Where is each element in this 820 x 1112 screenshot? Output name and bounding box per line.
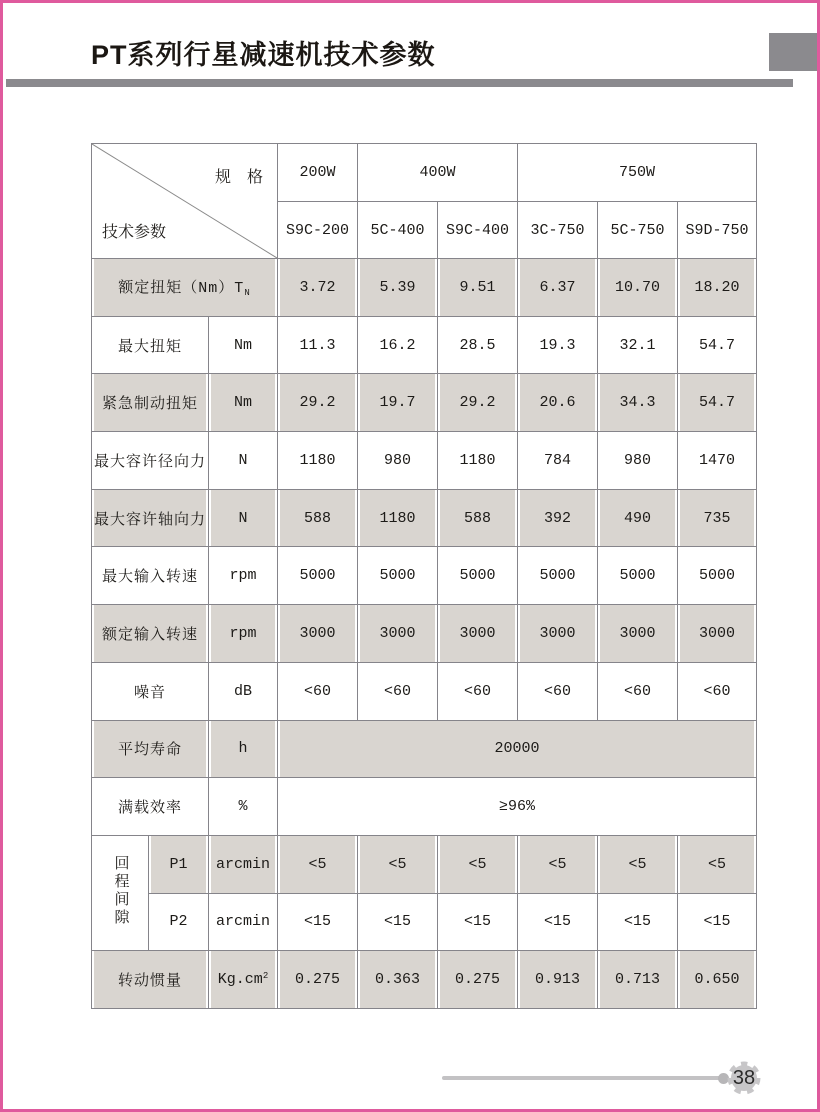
value-cell: 0.363 bbox=[358, 951, 438, 1009]
value-cell: 0.650 bbox=[678, 951, 757, 1009]
value-cell: 5000 bbox=[518, 547, 598, 605]
value-cell: 6.37 bbox=[518, 259, 598, 317]
unit-cell: h bbox=[209, 720, 278, 778]
row-max-radial-force bbox=[92, 432, 757, 490]
value-cell: <5 bbox=[598, 835, 678, 893]
value-cell: 34.3 bbox=[598, 374, 678, 432]
value-cell: <15 bbox=[438, 893, 518, 951]
value-cell: <60 bbox=[438, 662, 518, 720]
unit-cell: Nm bbox=[209, 316, 278, 374]
value-cell: 5000 bbox=[598, 547, 678, 605]
model-cell: 5C-750 bbox=[598, 202, 678, 259]
page-title: PT系列行星减速机技术参数 bbox=[91, 40, 436, 70]
value-cell: 1180 bbox=[278, 432, 358, 490]
value-cell: 54.7 bbox=[678, 374, 757, 432]
value-cell: 20.6 bbox=[518, 374, 598, 432]
row-emergency-brake-torque bbox=[92, 374, 757, 432]
param-label-cell: 平均寿命 bbox=[92, 720, 209, 778]
value-cell: 1470 bbox=[678, 432, 757, 490]
row-full-load-efficiency bbox=[92, 778, 757, 836]
unit-cell: % bbox=[209, 778, 278, 836]
param-label-cell: 满载效率 bbox=[92, 778, 209, 836]
value-cell: 29.2 bbox=[278, 374, 358, 432]
footer-divider-line bbox=[442, 1076, 721, 1080]
unit-cell: arcmin bbox=[209, 893, 278, 951]
value-cell: 5000 bbox=[278, 547, 358, 605]
row-backlash-p1 bbox=[92, 835, 757, 893]
param-label-cell: 最大扭矩 bbox=[92, 316, 209, 374]
row-rated-input-speed bbox=[92, 605, 757, 663]
page-number: 38 bbox=[732, 1066, 756, 1089]
value-cell: 0.913 bbox=[518, 951, 598, 1009]
row-max-torque bbox=[92, 316, 757, 374]
value-cell: 784 bbox=[518, 432, 598, 490]
value-cell: 3000 bbox=[598, 605, 678, 663]
merged-value-cell: 20000 bbox=[278, 720, 757, 778]
value-cell: <15 bbox=[678, 893, 757, 951]
value-cell: <15 bbox=[598, 893, 678, 951]
row-backlash-p2 bbox=[92, 893, 757, 951]
value-cell: 0.275 bbox=[438, 951, 518, 1009]
param-label-cell: 最大容许径向力 bbox=[92, 432, 209, 490]
value-cell: 0.713 bbox=[598, 951, 678, 1009]
value-cell: 3000 bbox=[438, 605, 518, 663]
row-max-input-speed bbox=[92, 547, 757, 605]
value-cell: 588 bbox=[278, 489, 358, 547]
value-cell: <60 bbox=[518, 662, 598, 720]
value-cell: 1180 bbox=[358, 489, 438, 547]
value-cell: 3.72 bbox=[278, 259, 358, 317]
value-cell: 5000 bbox=[438, 547, 518, 605]
value-cell: 392 bbox=[518, 489, 598, 547]
title-underline-bar bbox=[6, 79, 793, 87]
row-rated-torque bbox=[92, 259, 757, 317]
value-cell: <15 bbox=[518, 893, 598, 951]
value-cell: 18.20 bbox=[678, 259, 757, 317]
corner-spec-label: 规 格 bbox=[215, 169, 264, 186]
value-cell: <15 bbox=[358, 893, 438, 951]
value-cell: <5 bbox=[678, 835, 757, 893]
model-cell: 3C-750 bbox=[518, 202, 598, 259]
unit-cell: dB bbox=[209, 662, 278, 720]
power-cell-200w: 200W bbox=[278, 144, 358, 202]
unit-cell: rpm bbox=[209, 547, 278, 605]
param-label-cell: 噪音 bbox=[92, 662, 209, 720]
value-cell: 5.39 bbox=[358, 259, 438, 317]
unit-cell: Nm bbox=[209, 374, 278, 432]
value-cell: 11.3 bbox=[278, 316, 358, 374]
value-cell: 29.2 bbox=[438, 374, 518, 432]
value-cell: 980 bbox=[598, 432, 678, 490]
value-cell: 10.70 bbox=[598, 259, 678, 317]
param-label-cell: P2 bbox=[149, 893, 209, 951]
unit-cell: N bbox=[209, 489, 278, 547]
page-number-gear-badge bbox=[725, 1059, 763, 1097]
model-cell: S9C-200 bbox=[278, 202, 358, 259]
spec-table bbox=[91, 143, 757, 1009]
value-cell: <60 bbox=[598, 662, 678, 720]
value-cell: 0.275 bbox=[278, 951, 358, 1009]
row-moment-of-inertia bbox=[92, 951, 757, 1009]
value-cell: 3000 bbox=[678, 605, 757, 663]
unit-cell: arcmin bbox=[209, 835, 278, 893]
param-label-cell: 最大输入转速 bbox=[92, 547, 209, 605]
param-label-cell: 转动惯量 bbox=[92, 951, 209, 1009]
value-cell: <60 bbox=[678, 662, 757, 720]
power-cell-750w: 750W bbox=[518, 144, 757, 202]
value-cell: <5 bbox=[518, 835, 598, 893]
value-cell: 3000 bbox=[518, 605, 598, 663]
header-corner-square bbox=[769, 33, 820, 71]
value-cell: 1180 bbox=[438, 432, 518, 490]
value-cell: <5 bbox=[358, 835, 438, 893]
value-cell: <15 bbox=[278, 893, 358, 951]
value-cell: 588 bbox=[438, 489, 518, 547]
value-cell: 3000 bbox=[278, 605, 358, 663]
value-cell: 28.5 bbox=[438, 316, 518, 374]
param-label-cell: 紧急制动扭矩 bbox=[92, 374, 209, 432]
row-noise bbox=[92, 662, 757, 720]
power-cell-400w: 400W bbox=[358, 144, 518, 202]
value-cell: <60 bbox=[358, 662, 438, 720]
param-label-cell: 额定输入转速 bbox=[92, 605, 209, 663]
value-cell: 5000 bbox=[678, 547, 757, 605]
value-cell: <5 bbox=[438, 835, 518, 893]
backlash-group-cell: 回程间隙 bbox=[92, 835, 149, 950]
unit-cell: N bbox=[209, 432, 278, 490]
value-cell: <60 bbox=[278, 662, 358, 720]
value-cell: 19.3 bbox=[518, 316, 598, 374]
corner-param-label: 技术参数 bbox=[102, 224, 167, 241]
value-cell: 9.51 bbox=[438, 259, 518, 317]
unit-cell: $Kg.cm^2$ bbox=[209, 951, 278, 1009]
model-cell: 5C-400 bbox=[358, 202, 438, 259]
param-label-cell: 最大容许轴向力 bbox=[92, 489, 209, 547]
model-cell: S9D-750 bbox=[678, 202, 757, 259]
value-cell: 32.1 bbox=[598, 316, 678, 374]
corner-cell bbox=[92, 144, 278, 259]
value-cell: 3000 bbox=[358, 605, 438, 663]
row-average-life bbox=[92, 720, 757, 778]
value-cell: 490 bbox=[598, 489, 678, 547]
merged-value-cell: ≥96% bbox=[278, 778, 757, 836]
value-cell: 19.7 bbox=[358, 374, 438, 432]
value-cell: <5 bbox=[278, 835, 358, 893]
value-cell: 16.2 bbox=[358, 316, 438, 374]
header-row-power bbox=[92, 144, 757, 202]
value-cell: 5000 bbox=[358, 547, 438, 605]
unit-cell: rpm bbox=[209, 605, 278, 663]
spec-table-wrap bbox=[91, 143, 757, 1009]
value-cell: 735 bbox=[678, 489, 757, 547]
value-cell: 54.7 bbox=[678, 316, 757, 374]
row-max-axial-force bbox=[92, 489, 757, 547]
param-label-cell: P1 bbox=[149, 835, 209, 893]
param-label-cell: 额定扭矩$(Nm)T_N$ bbox=[92, 259, 278, 317]
value-cell: 980 bbox=[358, 432, 438, 490]
model-cell: S9C-400 bbox=[438, 202, 518, 259]
